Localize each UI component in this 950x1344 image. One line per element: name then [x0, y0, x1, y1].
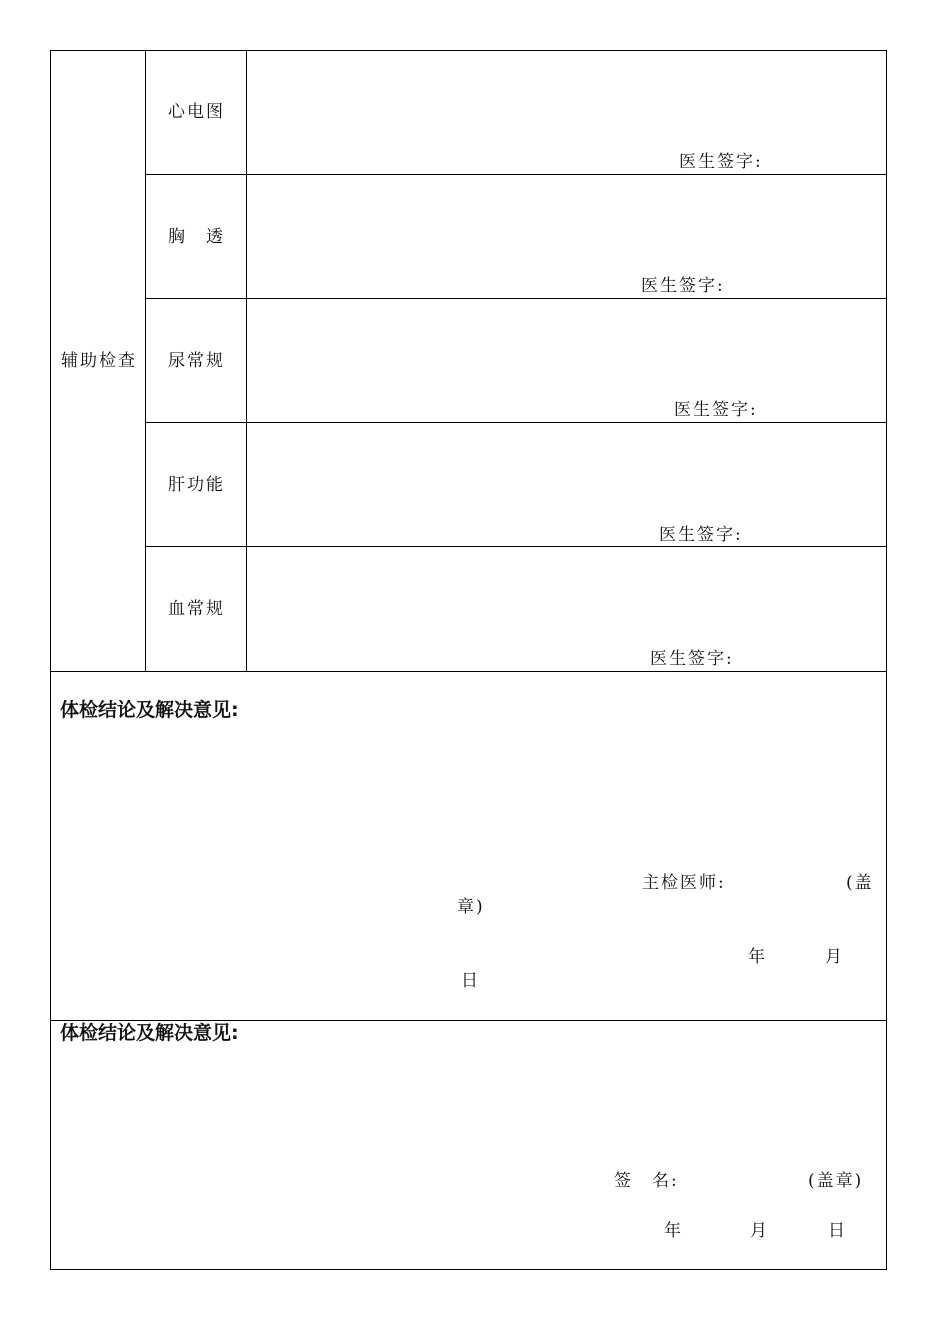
- conclusion2-day: 日: [828, 1221, 847, 1241]
- aux-section-label: 辅助检查: [61, 351, 137, 371]
- section-divider-2: [50, 1020, 887, 1021]
- conclusion1-stamp-close: 章): [457, 897, 485, 917]
- aux-row-divider-4: [145, 546, 887, 547]
- aux-row-divider-3: [145, 422, 887, 423]
- row-label-chest: 胸 透: [168, 227, 225, 247]
- row-label-liver: 肝功能: [168, 475, 225, 495]
- row-sign-chest: 医生签字:: [641, 276, 725, 296]
- conclusion1-stamp-open: (盖: [846, 873, 874, 893]
- aux-row-divider-1: [145, 174, 887, 175]
- table-top-border: [50, 50, 887, 51]
- table-right-border: [886, 50, 887, 1270]
- row-sign-liver: 医生签字:: [659, 525, 743, 545]
- conclusion1-title: 体检结论及解决意见:: [60, 699, 239, 721]
- aux-row-divider-2: [145, 298, 887, 299]
- table-bottom-border: [50, 1269, 887, 1270]
- conclusion2-month: 月: [750, 1221, 769, 1241]
- conclusion1-day: 日: [461, 971, 480, 991]
- conclusion1-year: 年: [748, 947, 767, 967]
- conclusion2-title: 体检结论及解决意见:: [60, 1022, 239, 1044]
- table-left-border: [50, 50, 51, 1270]
- aux-col-divider-2: [246, 50, 247, 671]
- row-sign-urine: 医生签字:: [674, 400, 758, 420]
- conclusion1-month: 月: [825, 947, 844, 967]
- row-label-blood: 血常规: [168, 599, 225, 619]
- aux-col-divider-1: [145, 50, 146, 671]
- row-label-ecg: 心电图: [168, 102, 225, 122]
- conclusion2-sign-label: 签 名:: [614, 1171, 679, 1191]
- conclusion1-doctor-label: 主检医师:: [642, 873, 726, 893]
- row-label-urine: 尿常规: [168, 351, 225, 371]
- row-sign-blood: 医生签字:: [650, 649, 734, 669]
- row-sign-ecg: 医生签字:: [679, 152, 763, 172]
- conclusion2-year: 年: [664, 1221, 683, 1241]
- conclusion2-stamp: (盖章): [808, 1171, 864, 1191]
- section-divider-1: [50, 671, 887, 672]
